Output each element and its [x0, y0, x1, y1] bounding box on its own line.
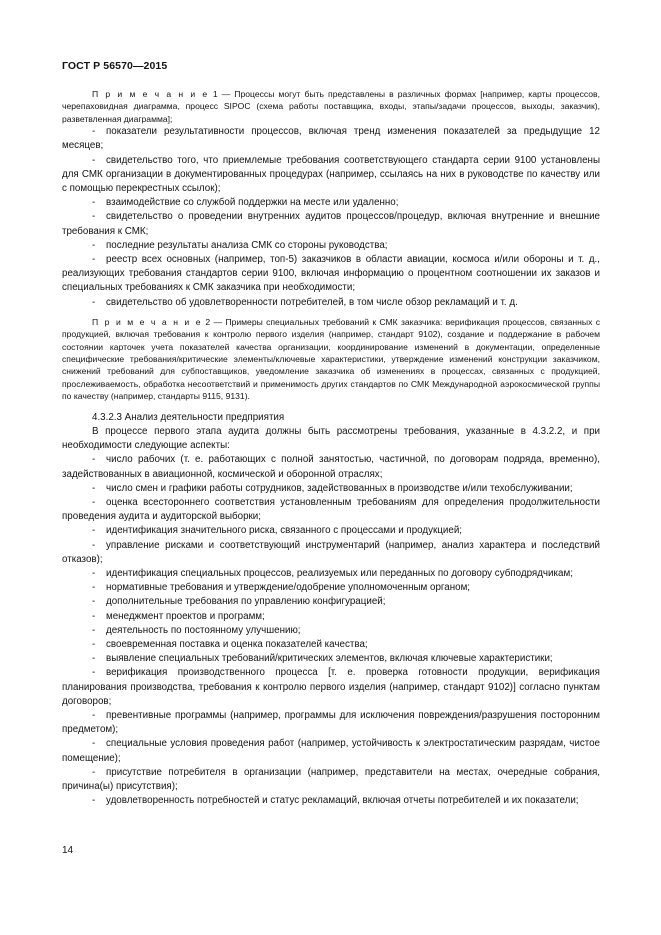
list-item: - оценка всестороннего соответствия установленным требованиям для определения продолжительности проведения аудита и аудиторской выборки; — [62, 496, 600, 523]
list-item: - деятельность по постоянному улучшению; — [62, 624, 600, 638]
dash-marker: - — [92, 653, 96, 665]
dash-marker: - — [92, 126, 96, 138]
dash-marker: - — [92, 582, 96, 594]
list-item: - своевременная поставка и оценка показателей качества; — [62, 638, 600, 652]
dash-marker: - — [92, 254, 96, 266]
list-item: - свидетельство того, что приемлемые требования соответствующего стандарта серии 9100 установлены для СМК организации в документированных процедурах (например, ссылаясь на них в руководстве по качеству или с помощью перекрестных ссылок); — [62, 154, 600, 195]
list-item: - число смен и графики работы сотрудников, задействованных в производстве и/или техобслуживании; — [62, 482, 600, 496]
dash-marker: - — [92, 296, 96, 308]
dash-marker: - — [92, 567, 96, 579]
dash-marker: - — [92, 766, 96, 778]
document-header: ГОСТ Р 56570—2015 — [62, 60, 168, 72]
dash-marker: - — [92, 454, 96, 466]
list-item: - идентификация специальных процессов, реализуемых или переданных по договору субподрядчикам; — [62, 567, 600, 581]
list-item: - последние результаты анализа СМК со стороны руководства; — [62, 239, 600, 253]
list-item: - идентификация значительного риска, связанного с процессами и продукцией; — [62, 524, 600, 538]
section-heading: 4.3.2.3 Анализ деятельности предприятия — [92, 411, 285, 423]
note-1 — [62, 88, 600, 125]
note-1-text: 1 — Процессы могут быть представлены в различных формах [например, карты процессов, черепаховидная диаграмма, процесс SIPOC (схема работы поставщика, входы, этапы/задачи процессов, выходы, заказчик), разветвленная диаграмма]; — [62, 89, 600, 124]
dash-marker: - — [92, 624, 96, 636]
page-content — [62, 88, 600, 808]
dash-marker: - — [92, 197, 96, 209]
dash-marker: - — [92, 482, 96, 494]
dash-marker: - — [92, 738, 96, 750]
dash-marker: - — [92, 239, 96, 251]
dash-marker: - — [92, 709, 96, 721]
list-item: - число рабочих (т. е. работающих с полной занятостью, частичной, по договорам подряда, временно), задействованных в авиационной, космической и оборонной отраслях; — [62, 454, 600, 480]
list-item: - управление рисками и соответствующий инструментарий (например, анализ характера и последствий отказов); — [62, 539, 600, 565]
list-item: - верификация производственного процесса [т. е. проверка готовности продукции, верификация планирования производства, требования к контролю первого изделия (например, стандарт 9102)] согласно пунктам договоров; — [62, 667, 600, 707]
list-item: - реестр всех основных (например, топ-5) заказчиков в области авиации, космоса и/или обороны и т. д., реализующих требования стандартов серии 9100, включая информацию о процентном соотношении их заказов и специальных требованиях к СМК заказчика при необходимости; — [62, 254, 600, 294]
note-1-label: П р и м е ч а н и е — [92, 89, 209, 99]
note-2-text: 2 — Примеры специальных требований к СМК заказчика: верификация процессов, связанных с продукцией, включая требования к контролю первого изделия (например, стандарт 9102), создание и поддержание в рабочем состоянии карточек учета показателей качества организации, координирование изменений в документации, определенные специфические требования/критические элементы/ключевые характеристики, утверждение изменений конструкции заказчиком, снижений требований для субпоставщиков, уведомление заказчика об изменениях в процессах, связанных с продукцией, прослеживаемость, обработка несоответствий и применимость других стандартов по СМК Международной аэрокосмической группы по качеству (например, стандарты 9115, 9131). — [62, 316, 600, 402]
dash-marker: - — [92, 596, 96, 608]
list-item: - взаимодействие со службой поддержки на месте или удаленно; — [62, 196, 600, 210]
dash-marker: - — [92, 496, 96, 508]
list-item: - свидетельство о проведении внутренних аудитов процессов/процедур, включая внутренние и внешние требования к СМК; — [62, 211, 600, 237]
list-item: - удовлетворенность потребностей и статус рекламаций, включая отчеты потребителей и их показатели; — [62, 794, 600, 808]
list-2 — [62, 453, 600, 808]
list-item: - свидетельство об удовлетворенности потребителей, в том числе обзор рекламаций и т. д. — [62, 296, 600, 310]
dash-marker: - — [92, 610, 96, 622]
dash-marker: - — [92, 795, 96, 807]
page-number: 14 — [62, 845, 74, 856]
dash-marker: - — [92, 211, 96, 223]
list-item: - присутствие потребителя в организации (например, представители на местах, очередные собрания, причина(ы) присутствия); — [62, 766, 600, 792]
note-2 — [62, 316, 600, 403]
list-item: - дополнительные требования по управлению конфигурацией; — [62, 595, 600, 609]
note-2-label: П р и м е ч а н и е — [92, 316, 203, 327]
list-item: - превентивные программы (например, программы для исключения повреждения/разрушения посторонним предметом); — [62, 709, 600, 736]
dash-marker: - — [92, 638, 96, 650]
list-item: - нормативные требования и утверждение/одобрение уполномоченным органом; — [62, 581, 600, 595]
section-intro: В процессе первого этапа аудита должны быть рассмотрены требования, указанные в 4.3.2.2, и при необходимости следующие аспекты: — [62, 425, 600, 452]
list-item: - специальные условия проведения работ (например, устойчивость к электростатическим разрядам, чистое помещение); — [62, 738, 600, 764]
list-item: - менеджмент проектов и программ; — [62, 610, 600, 624]
dash-marker: - — [92, 154, 96, 166]
list-item: - показатели результативности процессов, включая тренд изменения показателей за предыдущие 12 месяцев; — [62, 126, 600, 152]
list-item: - выявление специальных требований/критических элементов, включая ключевые характеристики; — [62, 652, 600, 666]
dash-marker: - — [92, 525, 96, 537]
dash-marker: - — [92, 667, 96, 679]
list-1 — [62, 125, 600, 310]
dash-marker: - — [92, 539, 96, 551]
